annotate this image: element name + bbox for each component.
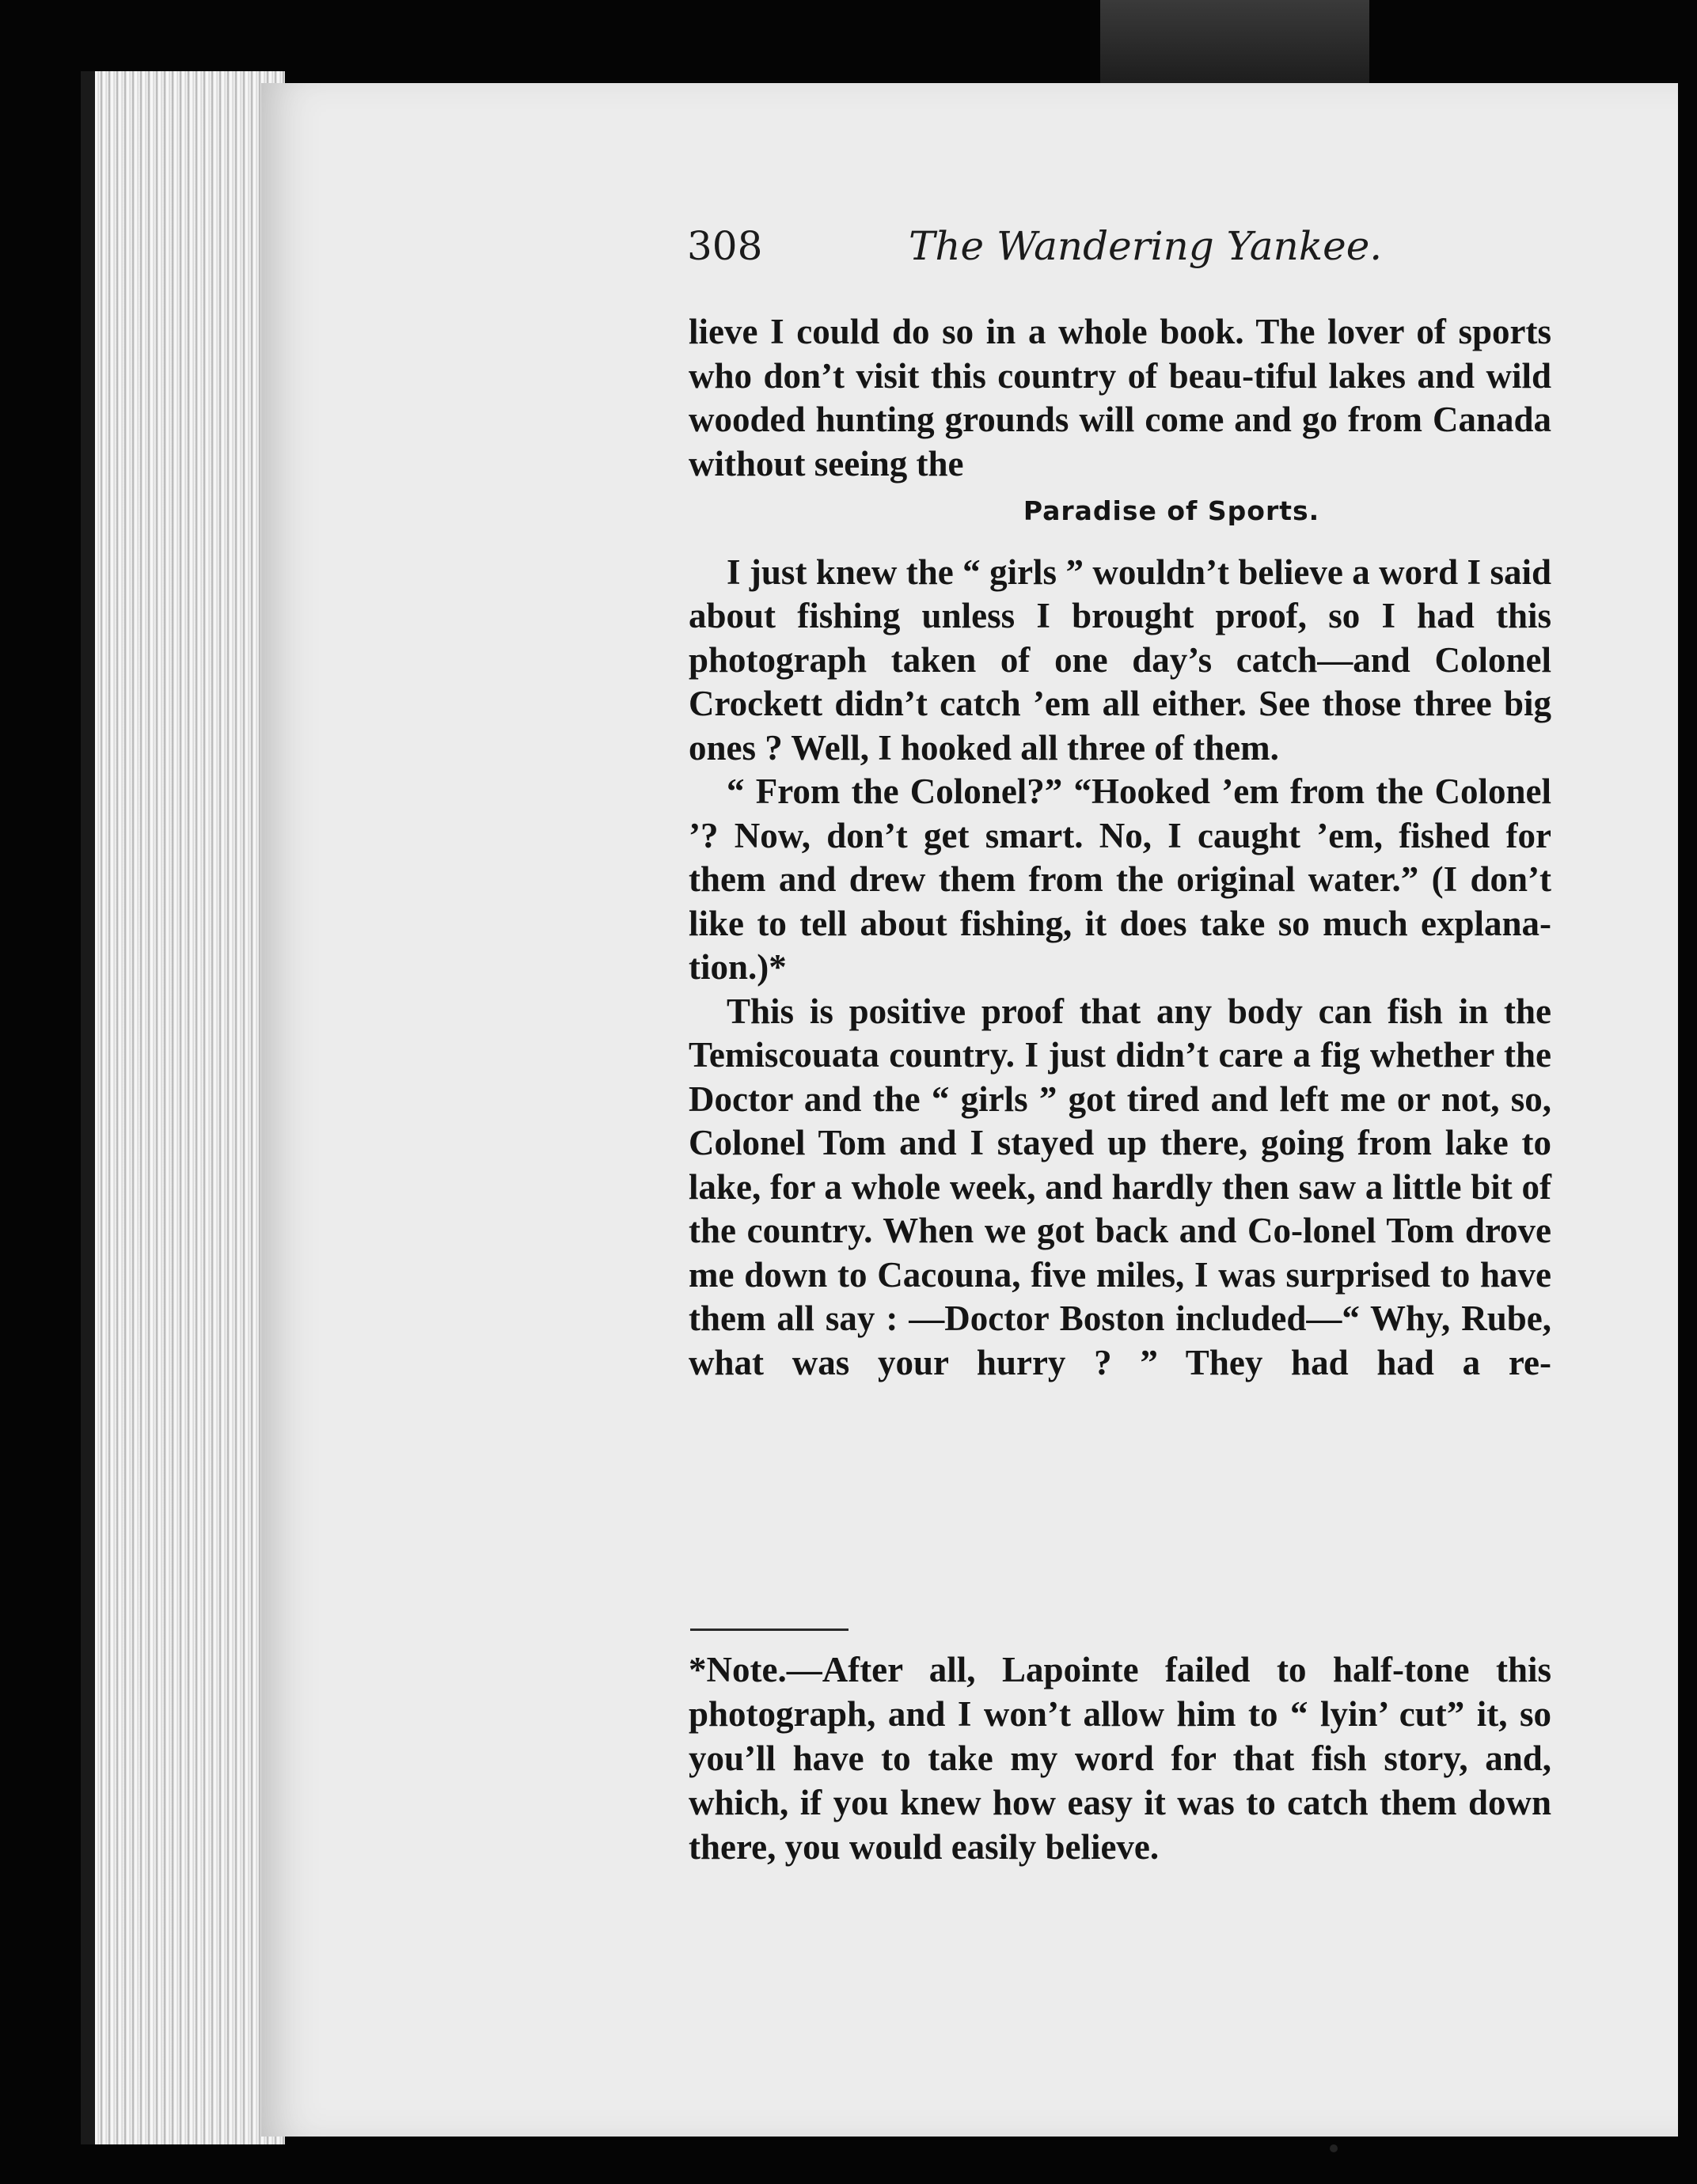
paragraph: This is positive proof that any body can fish in the Temiscouata country. I just didn’t care a fig whether the Doctor and the “ girls ” got tired and left me or not, so, Colonel Tom and I stayed up there, going from lake to lake, for a whole week, and hardly then saw a little bit of the country. When we got back and Co-lonel Tom drove me down to Cacouna, five miles, I was surprised to have them all say : —Doctor Boston included—“ Why, Rube, what was your hurry ? ” They had had a re- bbox=[689, 991, 1551, 1382]
page-body bbox=[689, 310, 1551, 1385]
running-title: The Wandering Yankee. bbox=[909, 223, 1383, 269]
page-number: 308 bbox=[687, 223, 763, 269]
paragraph: I just knew the “ girls ” wouldn’t believe a word I said about fishing unless I brought proof, so I had this photograph taken of one day’s catch—and Colonel Crockett didn’t catch ’em all either. See those three big ones ? Well, I hooked all three of them. bbox=[689, 552, 1551, 768]
book-page-edges bbox=[81, 71, 285, 2144]
opening-paragraph: lieve I could do so in a whole book. The lover of sports who don’t visit this country of beau-tiful lakes and wild wooded hunting grounds will come and go from Canada without seeing the bbox=[689, 312, 1551, 483]
footnote-text: *Note.—After all, Lapointe failed to half-tone this photograph, and I won’t allow him to “ lyin’ cut” it, so you’ll have to take my word for that fish story, and, which, if you knew how easy it was to catch them down there, you would easily believe. bbox=[689, 1650, 1551, 1867]
paragraph: “ From the Colonel?” “Hooked ’em from the Colonel ’? Now, don’t get smart. No, I caught ’em, fished for them and drew them from the original water.” (I don’t like to tell about fishing, it does take so much explana-tion.)* bbox=[689, 772, 1551, 987]
background-object bbox=[1100, 0, 1369, 87]
section-heading: Paradise of Sports. bbox=[1023, 495, 1320, 526]
footnote bbox=[689, 1647, 1551, 1869]
scan-speck bbox=[1330, 2144, 1338, 2152]
footnote-divider bbox=[690, 1629, 848, 1631]
